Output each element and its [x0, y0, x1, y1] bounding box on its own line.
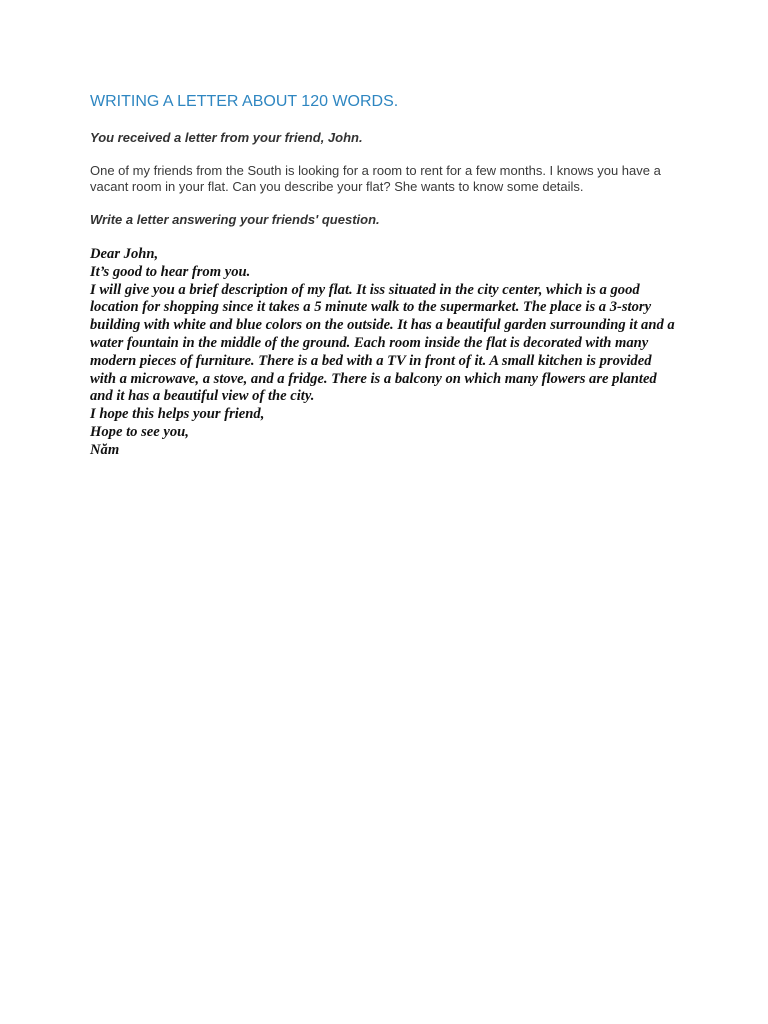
- letter-closing-1: I hope this helps your friend,: [90, 406, 265, 423]
- page-heading: WRITING A LETTER ABOUT 120 WORDS.: [90, 93, 399, 110]
- letter-opening: It’s good to hear from you.: [90, 263, 251, 280]
- situation-text: One of my friends from the South is looking for a room to rent for a few months. I knows you have a vacant room in your flat. Can you describe your flat? She wants to know some details.: [90, 163, 661, 194]
- letter-signature: Năm: [90, 441, 120, 458]
- document-page: [90, 92, 680, 460]
- letter-body: I will give you a brief description of my flat. It iss situated in the city center, which is a good location for shopping since it takes a 5 minute walk to the supermarket. The place is a 3-story building with white and blue colors on the outside. It has a beautiful garden surrounding it and a water fountain in the middle of the ground. Each room inside the flat is decorated with many modern pieces of furniture. There is a bed with a TV in front of it. A small kitchen is provided with a microwave, a stove, and a fridge. There is a balcony on which many flowers are planted and it has a beautiful view of the city.: [90, 281, 675, 405]
- task-instruction: Write a letter answering your friends' question.: [90, 212, 380, 227]
- letter-answer: [90, 246, 680, 460]
- task-prompt: You received a letter from your friend, John.: [90, 130, 363, 145]
- letter-closing-2: Hope to see you,: [90, 423, 189, 440]
- letter-greeting: Dear John,: [90, 246, 159, 262]
